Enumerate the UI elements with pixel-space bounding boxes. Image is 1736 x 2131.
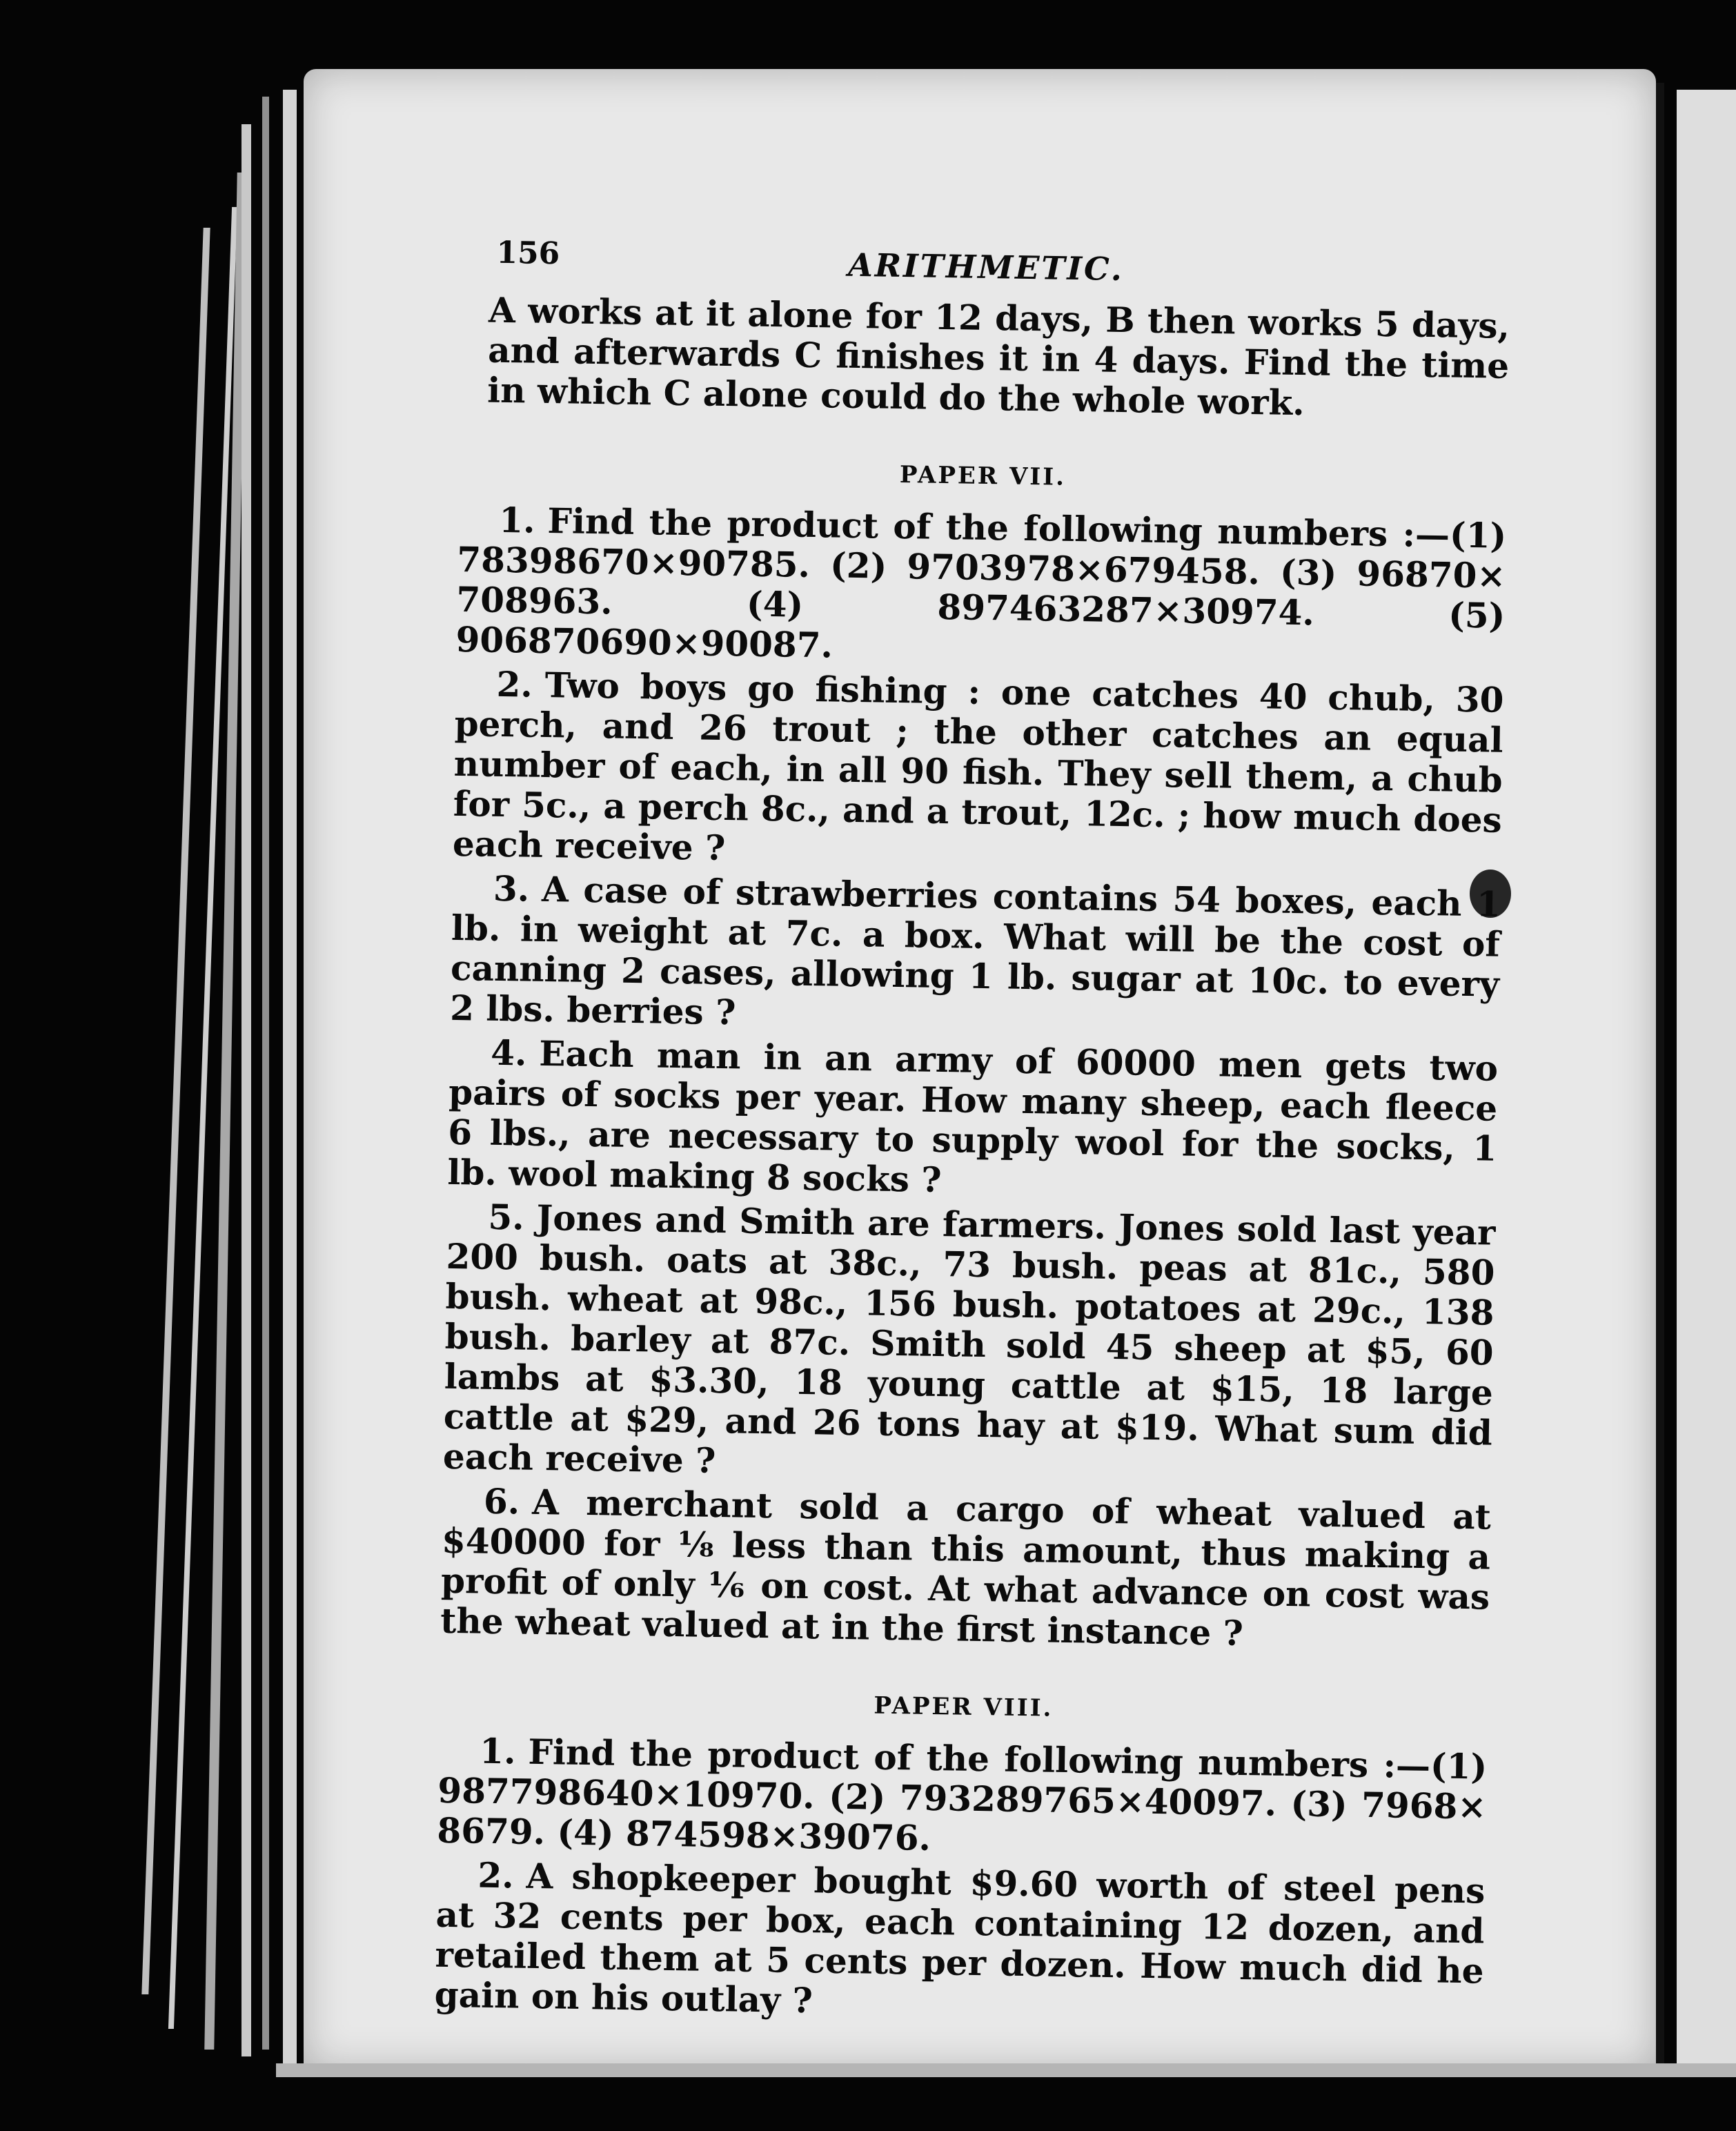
problem (443, 1197, 1496, 1493)
problem (440, 1481, 1491, 1658)
page-number: 156 (496, 235, 560, 272)
problem (453, 664, 1504, 881)
problem-text: Jones and Smith are farmers. Jones sold last year 200 bush. oats at 38c., 73 bush. peas at 81c., 580 bush. wheat at 98c., 156 bush. potatoes at 29c., 138 bush. barley at 87c. Smith sold 45 sheep at $5, 60 lambs at $3.30, 18 young cattle at $15, 18 large cattle at $29, and 26 tons hay at $19. What sum did each receive ? (442, 1197, 1496, 1481)
page-edge (283, 90, 297, 2063)
section-title: PAPER VII. (899, 461, 1067, 491)
section-title: PAPER VIII. (874, 1691, 1054, 1722)
problem (437, 1731, 1488, 1867)
problem-text: A case of strawberries contains 54 boxes, each 1 lb. in weight at 7c. a box. What will be the cost of canning 2 cases, allowing 1 lb. sugar at 10c. to every 2 lbs. berries ? (449, 868, 1501, 1033)
problem-text: Each man in an army of 60000 men gets two pairs of socks per year. How many sheep, each fleece 6 lbs., are necessary to supply wool for the socks, 1 lb. wool making 8 socks ? (447, 1032, 1499, 1201)
problem (455, 500, 1506, 676)
facing-page-edge (1677, 90, 1736, 2077)
problem-text: Find the product of the following numbers :—(1) 78398670×90785. (2) 9703978×679458. (3) 96870× 708963. (4) 897463287×30974. (5) 906870690×90087. (455, 500, 1507, 666)
page-content (434, 228, 1510, 2032)
continuation-paragraph: A works at it alone for 12 days, B then works 5 days, and afterwards C finishes it in 4 days. Find the time in which C alone could do the whole work. (486, 289, 1510, 424)
page-edge (262, 97, 269, 2050)
problem (447, 1032, 1498, 1209)
problem-number: 5. (488, 1196, 525, 1238)
problem (450, 868, 1501, 1045)
running-head: ARITHMETIC. (847, 246, 1125, 288)
problem-number: 1. (498, 499, 536, 541)
problem-text: A merchant sold a cargo of wheat valued at $40000 for ⅛ less than this amount, thus making a profit of only ⅙ on cost. At what advance on cost was the wheat valued at in the first instance ? (440, 1481, 1492, 1654)
problem-text: A shopkeeper bought $9.60 worth of steel pens at 32 cents per box, each containing 12 dozen, and retailed them at 5 cents per dozen. How much did he gain on his outlay ? (434, 1855, 1486, 2021)
problem-text: Find the product of the following numbers :—(1) 987798640×10970. (2) 793289765×40097. (3) 7968× 8679. (4) 874598×39076. (437, 1731, 1488, 1858)
paper-section (434, 1685, 1488, 2032)
problem-text: Two boys go fishing : one catches 40 chub, 30 perch, and 26 trout ; the other catches an equal number of each, in all 90 fish. They sell them, a chub for 5c., a perch 8c., and a trout, 12c. ; how much does each receive ? (452, 664, 1504, 869)
problem-number: 4. (490, 1032, 527, 1074)
page-gutter (1656, 83, 1664, 2077)
page-edge (241, 124, 251, 2056)
page-bottom-edge (276, 2063, 1736, 2077)
problem-number: 1. (479, 1730, 516, 1772)
problem-number: 2. (477, 1854, 515, 1896)
problem (434, 1855, 1485, 2032)
problem-number: 2. (496, 663, 533, 705)
problem-number: 3. (493, 867, 530, 910)
problem-number: 6. (483, 1480, 520, 1522)
paper-section (440, 454, 1508, 1658)
